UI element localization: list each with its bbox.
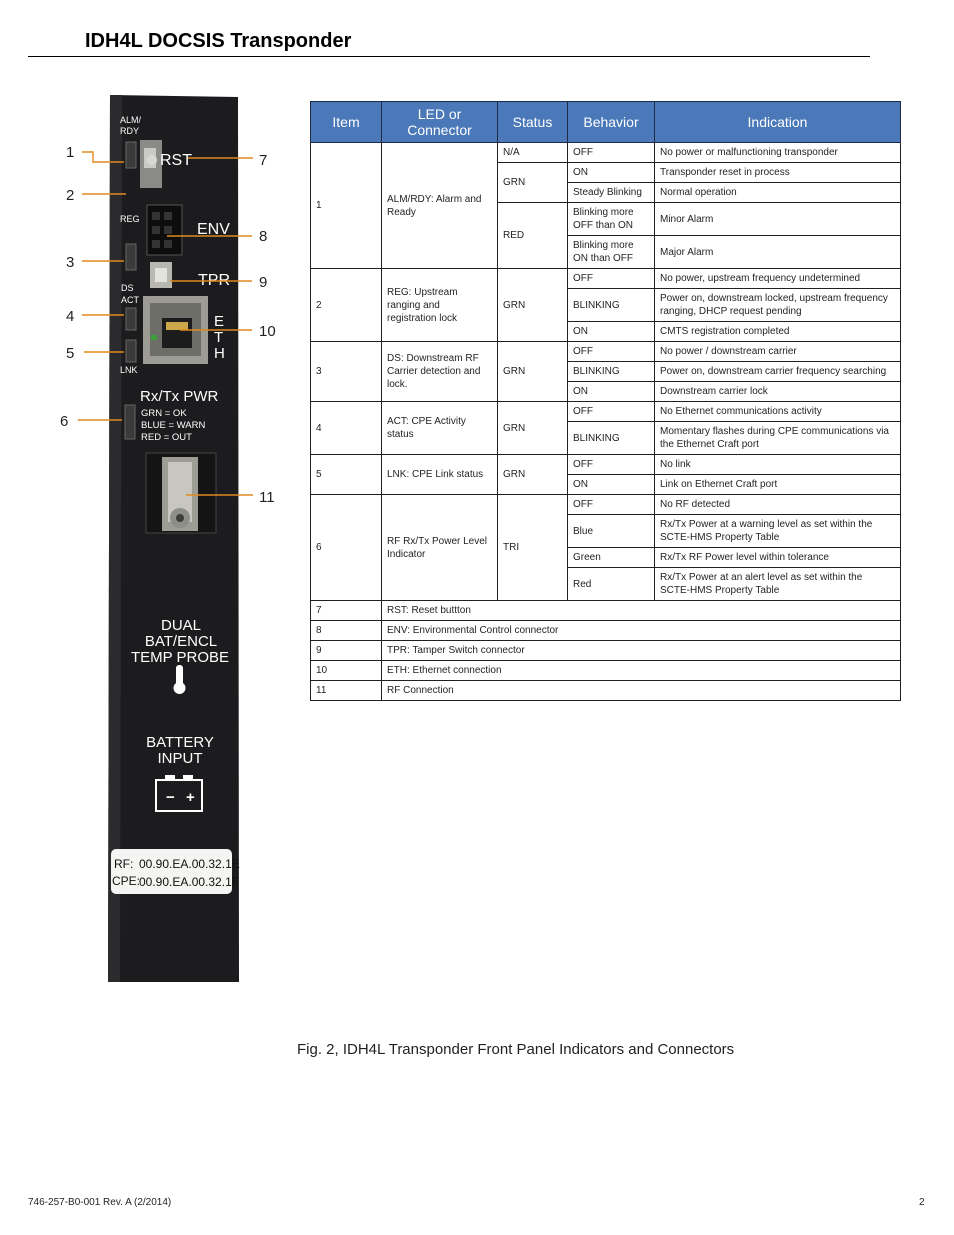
cell-item: 2 [311, 269, 382, 342]
table-row [311, 641, 901, 661]
cell-item: 11 [311, 681, 382, 701]
cell-indication: Minor Alarm [655, 203, 901, 236]
ds-led [126, 244, 136, 270]
cell-indication: Momentary flashes during CPE communications via the Ethernet Craft port [655, 422, 901, 455]
cell-behavior: ON [568, 382, 655, 402]
table-row [311, 402, 901, 422]
panel-label-dual-1: DUAL [160, 617, 202, 634]
cell-status: GRN [498, 163, 568, 203]
cell-status: GRN [498, 455, 568, 495]
cell-led: REG: Upstream ranging and registration lock [382, 269, 498, 342]
panel-label-act: ACT [121, 295, 139, 305]
cell-item: 7 [311, 601, 382, 621]
cell-behavior: ON [568, 475, 655, 495]
table-row [311, 621, 901, 641]
cell-item: 3 [311, 342, 382, 402]
cell-item: 9 [311, 641, 382, 661]
panel-label-tpr: TPR [198, 272, 230, 289]
cell-led: ACT: CPE Activity status [382, 402, 498, 455]
cell-indication: CMTS registration completed [655, 322, 901, 342]
cell-behavior: OFF [568, 455, 655, 475]
cell-led: DS: Downstream RF Carrier detection and lock. [382, 342, 498, 402]
cell-led: ALM/RDY: Alarm and Ready [382, 143, 498, 269]
panel-label-eth-t: T [214, 329, 224, 346]
table-row [311, 681, 901, 701]
cell-description: ENV: Environmental Control connector [382, 621, 901, 641]
cell-behavior: BLINKING [568, 362, 655, 382]
page-number: 2 [919, 1197, 925, 1208]
callout-10: 10 [259, 323, 276, 340]
callout-7: 7 [259, 152, 268, 169]
cell-behavior: Red [568, 568, 655, 601]
cell-item: 10 [311, 661, 382, 681]
table-row [311, 495, 901, 515]
cell-behavior: OFF [568, 269, 655, 289]
cell-status: N/A [498, 143, 568, 163]
panel-label-env: ENV [197, 221, 230, 238]
cpe-mac-value: 00.90.EA.00.32.1F [139, 875, 240, 889]
rf-mac-value: 00.90.EA.00.32.1E [139, 857, 240, 871]
cell-indication: No RF detected [655, 495, 901, 515]
callout-3: 3 [66, 254, 75, 271]
cell-indication: Transponder reset in process [655, 163, 901, 183]
cell-item: 1 [311, 143, 382, 269]
callout-11: 11 [259, 489, 275, 506]
panel-label-battery-1: BATTERY [146, 734, 214, 751]
panel-label-dual-2: BAT/ENCL [144, 633, 218, 650]
lnk-led [126, 340, 136, 362]
panel-label-rst: RST [160, 152, 192, 169]
table-row [311, 601, 901, 621]
rf-mac-label: RF: [114, 857, 134, 871]
cell-behavior: OFF [568, 495, 655, 515]
cell-item: 8 [311, 621, 382, 641]
cell-led: RF Rx/Tx Power Level Indicator [382, 495, 498, 601]
header-item: Item [311, 102, 382, 143]
table-row [311, 143, 901, 163]
figure-caption: Fig. 2, IDH4L Transponder Front Panel Indicators and Connectors [297, 1041, 735, 1058]
cell-indication: Power on, downstream carrier frequency searching [655, 362, 901, 382]
cell-led: LNK: CPE Link status [382, 455, 498, 495]
panel-label-eth-h: H [214, 345, 225, 362]
panel-label-pwr-grn: GRN = OK [141, 408, 187, 419]
battery-plus: + [186, 789, 195, 806]
panel-label-pwr-red: RED = OUT [141, 432, 192, 443]
cell-indication: Link on Ethernet Craft port [655, 475, 901, 495]
table-row [311, 269, 901, 289]
cell-indication: Downstream carrier lock [655, 382, 901, 402]
cell-behavior: Steady Blinking [568, 183, 655, 203]
indicator-table [310, 101, 901, 701]
cell-behavior: Green [568, 548, 655, 568]
panel-label-alm: ALM/ [120, 115, 142, 125]
reset-button [147, 155, 157, 165]
cell-indication: No link [655, 455, 901, 475]
table-header-row [311, 102, 901, 143]
panel-label-rdy: RDY [120, 126, 140, 136]
act-led [126, 308, 136, 330]
cell-behavior: ON [568, 163, 655, 183]
cell-description: TPR: Tamper Switch connector [382, 641, 901, 661]
cell-description: RF Connection [382, 681, 901, 701]
callout-9: 9 [259, 274, 268, 291]
cell-behavior: OFF [568, 402, 655, 422]
header-status: Status [498, 102, 568, 143]
panel-label-ds: DS [121, 283, 134, 293]
cell-status: RED [498, 203, 568, 269]
header-led: LED or Connector [382, 102, 498, 143]
cell-behavior: OFF [568, 143, 655, 163]
cell-status: TRI [498, 495, 568, 601]
cell-indication: No power / downstream carrier [655, 342, 901, 362]
callout-5: 5 [66, 345, 75, 362]
cell-description: RST: Reset buttton [382, 601, 901, 621]
cell-indication: No Ethernet communications activity [655, 402, 901, 422]
callout-8: 8 [259, 228, 268, 245]
cell-behavior: ON [568, 322, 655, 342]
panel-label-pwr-blue: BLUE = WARN [141, 420, 206, 431]
callout-4: 4 [66, 308, 75, 325]
cell-indication: No power, upstream frequency undetermined [655, 269, 901, 289]
panel-label-battery-2: INPUT [157, 750, 203, 767]
callout-1: 1 [66, 144, 75, 161]
header-indication: Indication [655, 102, 901, 143]
cell-item: 4 [311, 402, 382, 455]
pwr-led [125, 405, 135, 439]
cell-behavior: BLINKING [568, 422, 655, 455]
table-row [311, 342, 901, 362]
cell-indication: Rx/Tx Power at an alert level as set within the SCTE-HMS Property Table [655, 568, 901, 601]
table-row [311, 455, 901, 475]
cell-item: 5 [311, 455, 382, 495]
panel-label-dual-3: TEMP PROBE [130, 649, 230, 666]
cell-indication: No power or malfunctioning transponder [655, 143, 901, 163]
panel-label-lnk: LNK [120, 365, 138, 375]
cell-behavior: Blue [568, 515, 655, 548]
header-behavior: Behavior [568, 102, 655, 143]
cell-description: ETH: Ethernet connection [382, 661, 901, 681]
cpe-mac-label: CPE: [112, 874, 141, 888]
cell-indication: Rx/Tx RF Power level within tolerance [655, 548, 901, 568]
cell-behavior: Blinking more OFF than ON [568, 203, 655, 236]
cell-indication: Rx/Tx Power at a warning level as set within the SCTE-HMS Property Table [655, 515, 901, 548]
cell-behavior: OFF [568, 342, 655, 362]
cell-indication: Normal operation [655, 183, 901, 203]
cell-status: GRN [498, 402, 568, 455]
cell-status: GRN [498, 342, 568, 402]
table-row [311, 661, 901, 681]
panel-label-reg: REG [120, 214, 140, 224]
battery-minus: − [166, 789, 175, 806]
panel-label-pwr-title: Rx/Tx PWR [140, 388, 219, 405]
front-panel-illustration [0, 0, 300, 1000]
callout-6: 6 [60, 413, 69, 430]
panel-label-eth-e: E [214, 313, 225, 330]
cell-behavior: BLINKING [568, 289, 655, 322]
document-number: 746-257-B0-001 Rev. A (2/2014) [28, 1197, 172, 1208]
cell-indication: Major Alarm [655, 236, 901, 269]
callout-2: 2 [66, 187, 75, 204]
cell-indication: Power on, downstream locked, upstream frequency ranging, DHCP request pending [655, 289, 901, 322]
cell-status: GRN [498, 269, 568, 342]
alm-rdy-led [126, 142, 136, 168]
cell-item: 6 [311, 495, 382, 601]
page-title: IDH4L DOCSIS Transponder [85, 30, 352, 52]
cell-behavior: Blinking more ON than OFF [568, 236, 655, 269]
